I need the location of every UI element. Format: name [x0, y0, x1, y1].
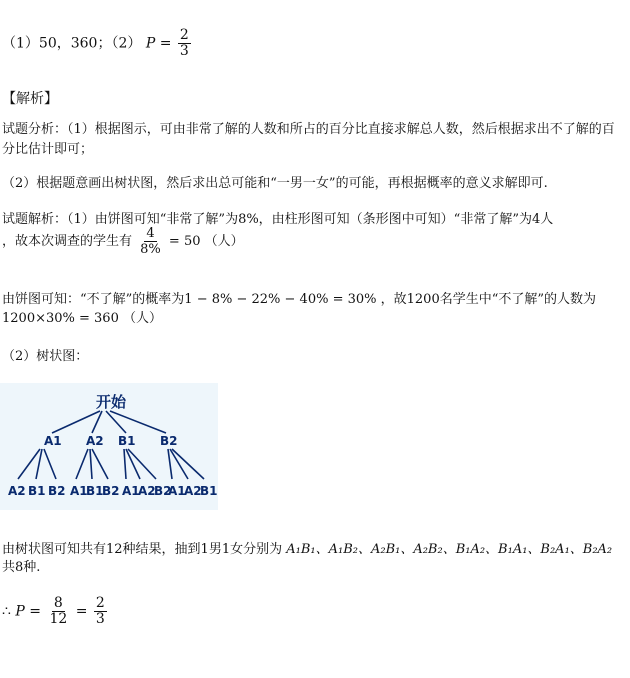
final-p-symbol: P: [15, 603, 25, 620]
final-eq2: =: [75, 603, 88, 620]
solution-line2-post: = 50 （人）: [168, 234, 244, 249]
final-f1-den: 12: [49, 611, 68, 627]
conclusion-line2: 共8种.: [2, 560, 41, 575]
solution-fraction: [138, 226, 163, 257]
tree-l2-1-1: A2: [8, 484, 26, 498]
tree-l2-4-2: A2: [184, 484, 202, 498]
answer-fraction: [178, 28, 191, 59]
answer-p-symbol: P: [145, 35, 156, 52]
tree-l2-2-3: B2: [102, 484, 120, 498]
final-f1-num: 8: [53, 595, 63, 611]
conclusion-text: 由树状图可知共有12种结果，抽到1男1女分别为: [2, 542, 283, 557]
conclusion-line1: [2, 538, 612, 557]
answer-line: [2, 28, 193, 59]
tree-l2-4-3: B1: [200, 484, 218, 498]
final-fraction-1: [47, 596, 69, 627]
tree-l2-3-1: A1: [122, 484, 140, 498]
solution-line2: [2, 226, 244, 257]
tree-label: （2）树状图：: [2, 349, 89, 364]
tree-l1-b2: B2: [160, 434, 178, 448]
tree-l2-4-1: A1: [168, 484, 186, 498]
tree-diagram: [0, 383, 218, 510]
solution-frac-num: 4: [146, 226, 155, 241]
tree-svg: [0, 383, 218, 510]
answer-eq: =: [159, 35, 172, 52]
final-eq1: =: [29, 603, 41, 620]
tree-l2-3-3: B2: [154, 484, 172, 498]
tree-l1-b1: B1: [118, 434, 136, 448]
solution-frac-den: 8%: [140, 242, 161, 257]
tree-root: 开始: [96, 393, 127, 411]
conclusion-pairs: A₁B₁、A₁B₂、A₂B₁、A₂B₂、B₁A₂、B₁A₁、B₂A₁、B₂A₂: [286, 542, 613, 557]
final-fraction-2: [94, 596, 107, 627]
solution-line1: 试题解析：（1）由饼图可知“非常了解”为8%，由柱形图可知（条形图中可知）“非常了解”为4人: [2, 212, 554, 227]
analysis-line1: 试题分析：（1）根据图示，可由非常了解的人数和所占的百分比直接求解总人数，然后根据求出不了解的百分比估计即可；: [2, 122, 615, 157]
tree-l2-3-2: A2: [138, 484, 156, 498]
solution-line2-pre: ，故本次调查的学生有: [2, 234, 133, 249]
tree-l1-a2: A2: [86, 434, 104, 448]
answer-frac-den: 3: [179, 43, 189, 59]
answer-frac-num: 2: [179, 27, 189, 43]
tree-l2-2-1: A1: [70, 484, 88, 498]
tree-l1-a1: A1: [44, 434, 62, 448]
answer-part1: （1）50，360；（2）: [2, 35, 142, 52]
final-f2-num: 2: [95, 595, 105, 611]
analysis-line2: （2）根据题意画出树状图，然后求出总可能和“一男一女”的可能，再根据概率的意义求解即可.: [2, 176, 548, 191]
solution-line3: 由饼图可知：“不了解”的概率为1 − 8% − 22% − 40% = 30% ，故1200名学生中“不了解”的人数为: [2, 292, 597, 307]
section-title: 【解析】: [2, 91, 58, 107]
final-therefore: ∴: [2, 603, 11, 620]
tree-l2-2-2: B1: [86, 484, 104, 498]
tree-l2-1-2: B1: [28, 484, 46, 498]
final-line: [2, 596, 109, 627]
tree-l2-1-3: B2: [48, 484, 66, 498]
solution-line4: 1200×30% = 360 （人）: [2, 311, 162, 326]
final-f2-den: 3: [95, 611, 105, 627]
